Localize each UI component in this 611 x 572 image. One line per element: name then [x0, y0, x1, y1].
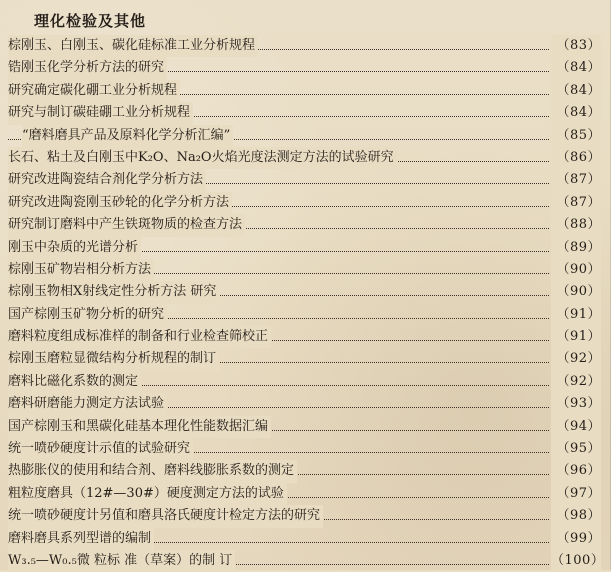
toc-entry-title: 研究确定碳化硼工业分析规程 [8, 80, 180, 102]
toc-entry [8, 528, 601, 550]
toc-entry-title: 国产棕刚玉和黑碳化硅基本理化性能数据汇编 [8, 416, 271, 438]
toc-entry [8, 259, 601, 281]
toc-entry-title: 研究改进陶瓷结合剂化学分析方法 [8, 169, 206, 191]
toc-entry-title: 棕刚玉物相X射线定性分析方法 研究 [8, 281, 219, 303]
toc-entry-title: “磨料磨具产品及原料化学分析汇编” [22, 125, 233, 147]
toc-entry-title: 棕刚玉、白刚玉、碳化硅标准工业分析规程 [8, 35, 258, 57]
toc-entry [8, 57, 601, 79]
toc-entry-title: W₃.₅—W₀.₅微 粒标 准（草案）的制 订 [8, 550, 235, 572]
toc-entry [8, 460, 601, 482]
toc-entry [8, 35, 601, 57]
toc-entry [8, 393, 601, 415]
toc-entry-title: 粗粒度磨具（12#—30#）硬度测定方法的试验 [8, 483, 287, 505]
toc-page-number: （91） [551, 304, 601, 326]
toc-page-number: （86） [551, 147, 601, 169]
toc-page-number: （87） [551, 169, 601, 191]
toc-page-number: （91） [551, 326, 601, 348]
toc-entry [8, 550, 605, 572]
toc-entry-title: 长石、粘土及白刚玉中K₂O、Na₂O火焰光度法测定方法的试验研究 [8, 147, 397, 169]
toc-page-number: （97） [551, 483, 601, 505]
toc-entry-title: 刚玉中杂质的光谱分析 [8, 237, 141, 259]
toc-page-number: （89） [551, 237, 601, 259]
toc-entry-title: 棕刚玉磨粒显微结构分析规程的制订 [8, 348, 219, 370]
toc-entry [8, 169, 601, 191]
toc-entry-title: 磨料研磨能力测定方法试验 [8, 393, 167, 415]
toc-page-number: （95） [551, 438, 601, 460]
toc-page-number: （85） [551, 125, 601, 147]
toc-entry [8, 304, 601, 326]
toc-entry-title: 棕刚玉矿物岩相分析方法 [8, 259, 154, 281]
toc-entry [8, 102, 601, 124]
toc-entry [8, 416, 601, 438]
toc-entry [8, 237, 601, 259]
toc-page-number: （98） [551, 505, 601, 527]
toc-entry [8, 326, 601, 348]
toc-entry [8, 147, 601, 169]
toc-page-number: （100） [551, 550, 601, 572]
toc-entry-title: 研究与制订碳硅硼工业分析规程 [8, 102, 193, 124]
toc-page-number: （92） [551, 371, 601, 393]
toc-page-number: （93） [551, 393, 601, 415]
toc-entry-title: 锆刚玉化学分析方法的研究 [8, 57, 167, 79]
toc-page-number: （83） [551, 35, 601, 57]
section-title: 理化检验及其他 [34, 12, 147, 30]
toc-entry [8, 438, 601, 460]
toc-page-number: （87） [551, 192, 601, 214]
toc-page-number: （84） [551, 57, 601, 79]
toc-entry-title: 研究改进陶瓷刚玉砂轮的化学分析方法 [8, 192, 232, 214]
toc-page-number: （90） [551, 281, 601, 303]
toc-page-number: （84） [551, 102, 601, 124]
toc-page-number: （90） [551, 259, 601, 281]
toc-entry-title: 磨料比磁化系数的测定 [8, 371, 141, 393]
toc-entry [8, 214, 601, 236]
toc-entry-title: 热膨胀仪的使用和结合剂、磨料线膨胀系数的测定 [8, 460, 297, 482]
toc-page-number: （88） [551, 214, 601, 236]
toc-entry [8, 371, 601, 393]
toc-entry-title: 统一喷砂硬度计示值的试验研究 [8, 438, 193, 460]
toc-entry [8, 505, 601, 527]
toc-entry-title: 统一喷砂硬度计另值和磨具洛氏硬度计检定方法的研究 [8, 505, 323, 527]
toc-entry [8, 348, 601, 370]
toc-entry [8, 483, 601, 505]
toc-page-number: （94） [551, 416, 601, 438]
toc-entry-title: 磨料粒度组成标准样的制备和行业检查筛校正 [8, 326, 271, 348]
toc-page-number: （92） [551, 348, 601, 370]
toc-entry-title: 国产棕刚玉矿物分析的研究 [8, 304, 167, 326]
toc-entry [8, 125, 601, 147]
toc-entry [8, 192, 601, 214]
toc-page-number: （96） [551, 460, 601, 482]
toc-entry [8, 281, 601, 303]
toc-page-number: （99） [551, 528, 601, 550]
toc-entry-title: 研究制订磨料中产生铁斑物质的检查方法 [8, 214, 245, 236]
toc-page-number: （84） [551, 80, 601, 102]
toc-entry [8, 80, 601, 102]
table-of-contents [8, 35, 605, 572]
toc-entry-title: 磨料磨具系列型谱的编制 [8, 528, 154, 550]
